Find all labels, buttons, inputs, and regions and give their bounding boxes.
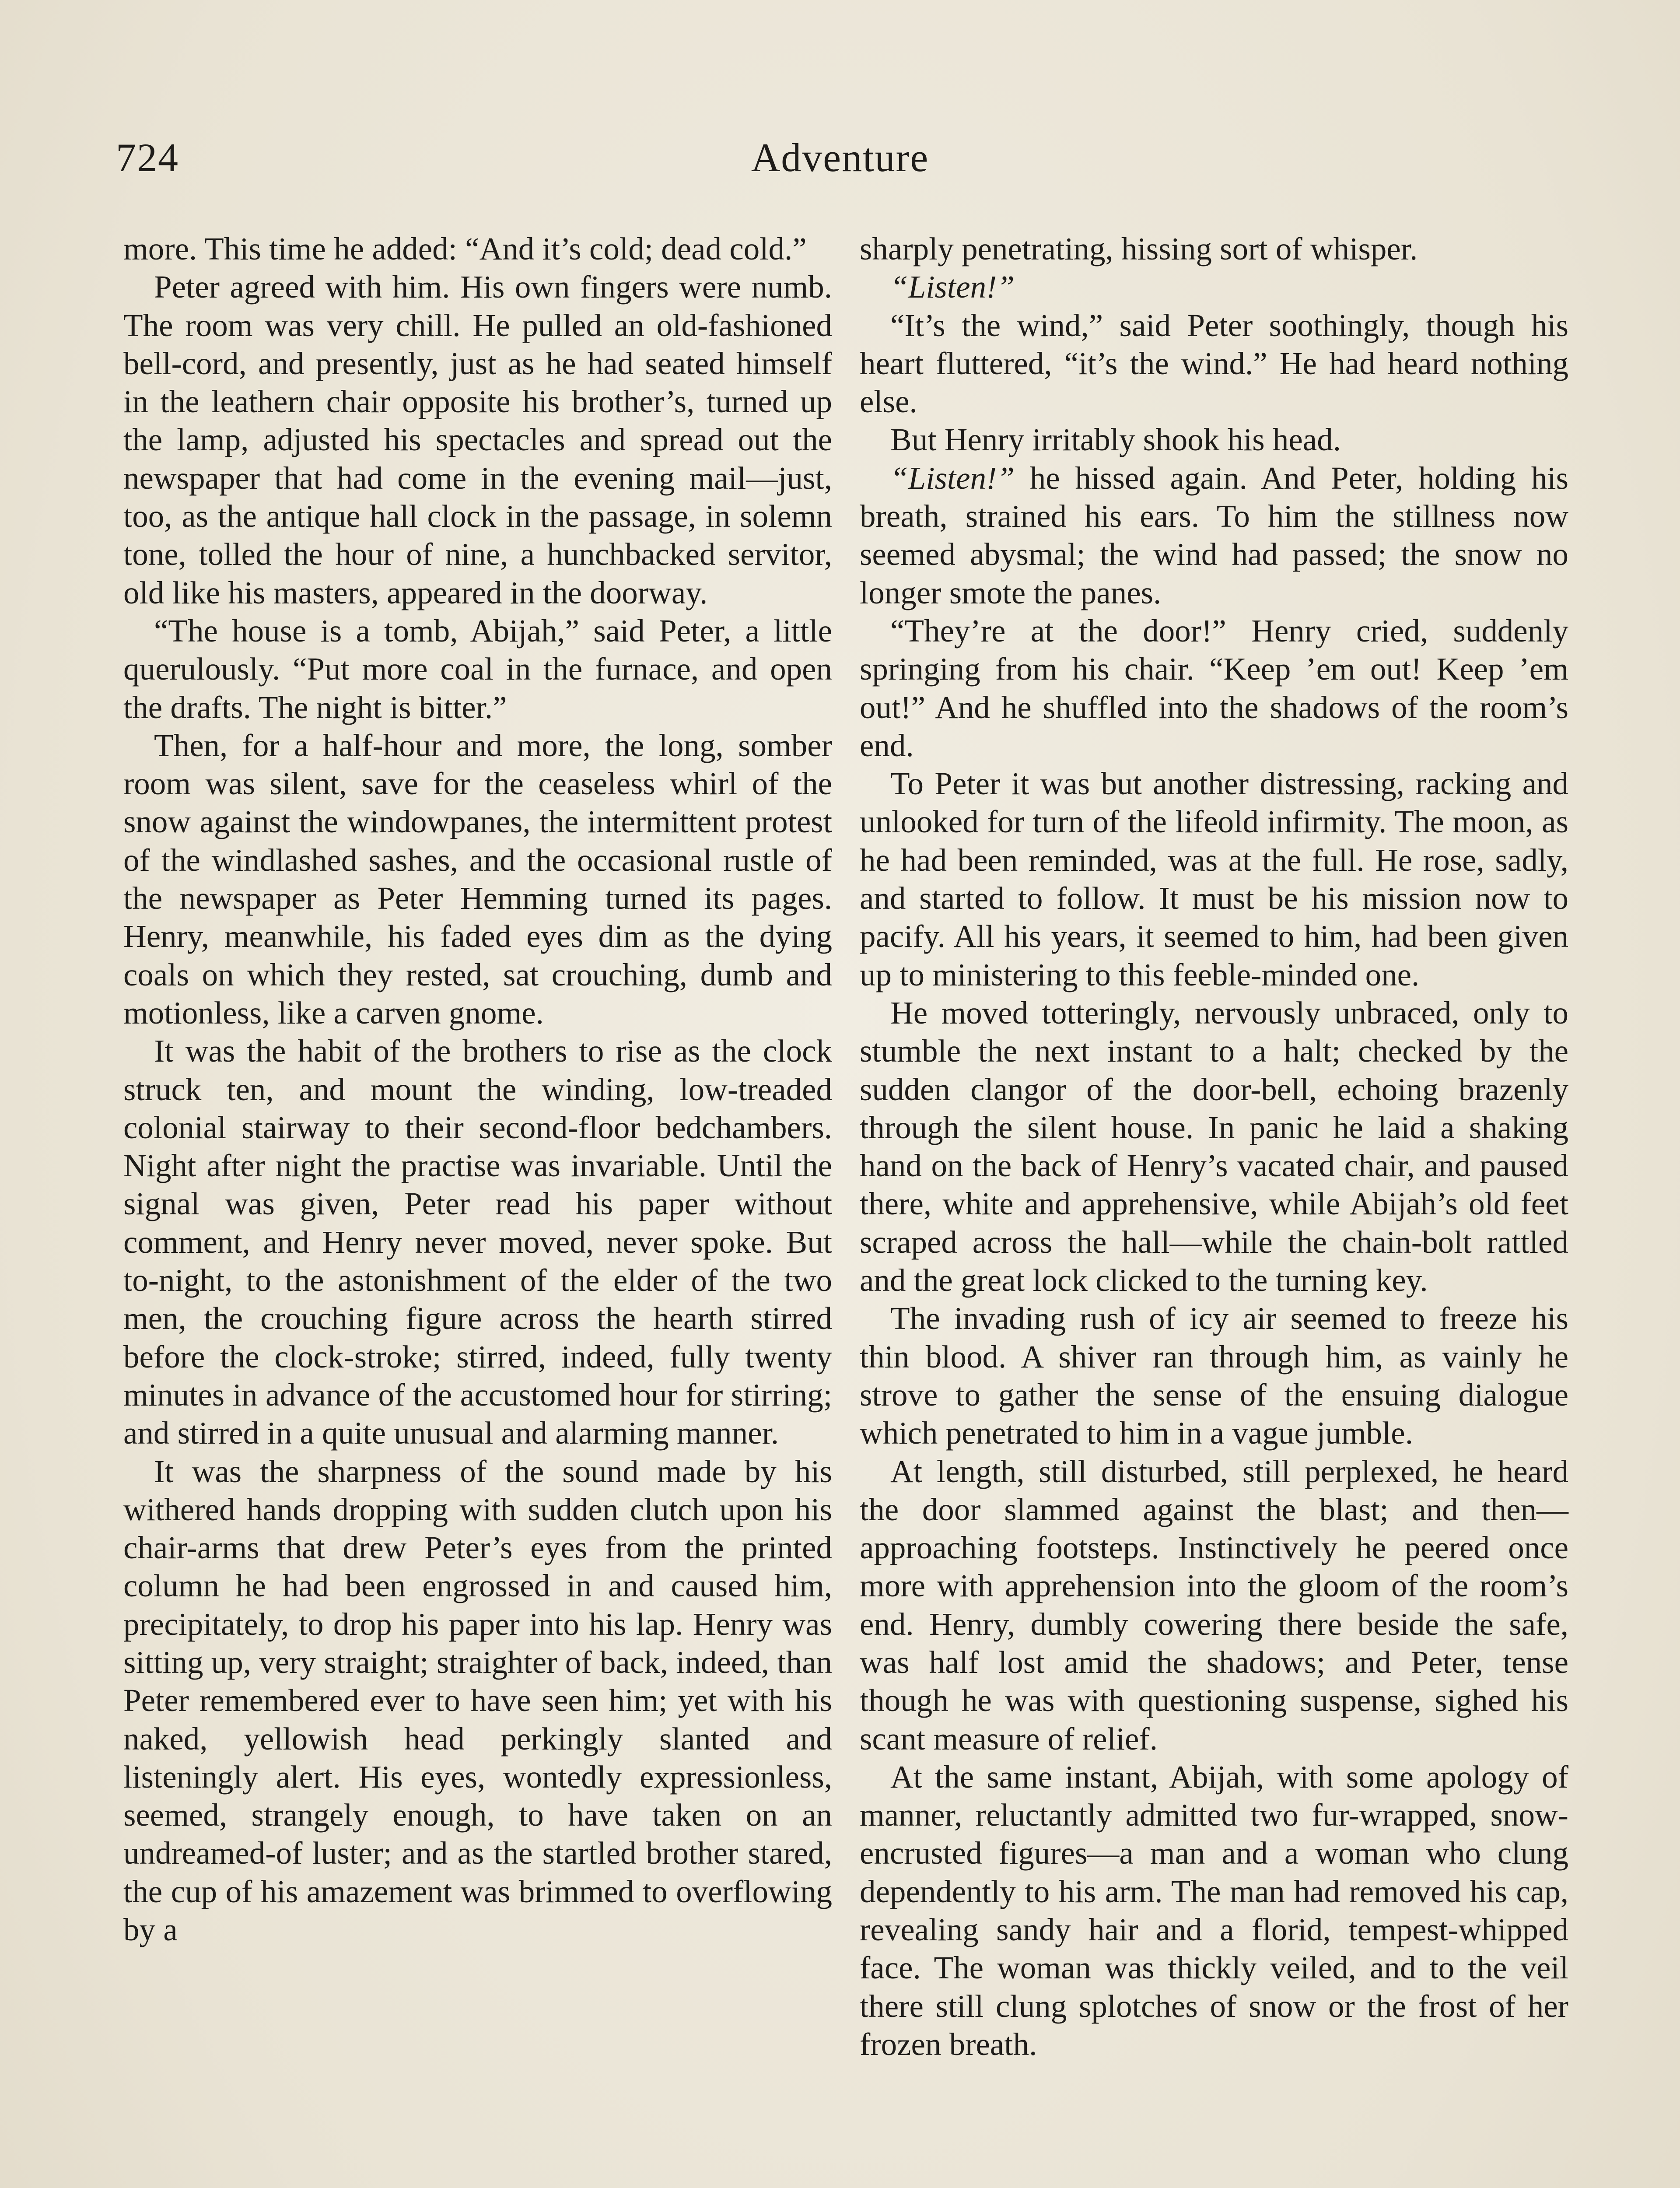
paragraph: sharply penetrating, hissing sort of whisper. xyxy=(860,231,1418,266)
paragraph: He moved totteringly, nervously unbraced, only to stumble the next instant to a halt; checked by the sudden clangor of the door-bell, echoing brazenly through the silent house. In panic he laid a shaking hand on the back of Henry’s vacated chair, and paused there, white and apprehensive, while Abijah’s old feet scraped across the hall—while the chain-bolt rattled and the great lock clicked to the turning key. xyxy=(860,995,1568,1298)
italic-exclamation: “Listen!” xyxy=(890,269,1015,305)
paragraph: Then, for a half-hour and more, the long, somber room was silent, save for the ceaseless whirl of the snow against the windowpanes, the intermittent protest of the windlashed sashes, and the occasional rustle of the newspaper as Peter Hemming turned its pages. Henry, meanwhile, his faded eyes dim as the dying coals on which they rested, sat crouching, dumb and motionless, like a carven gnome. xyxy=(123,727,832,1031)
paragraph: It was the sharpness of the sound made by his withered hands dropping with sudden clutch upon his chair-arms that drew Peter’s eyes from the printed column he had been engrossed in and caused him, precipitately, to drop his paper into his lap. Henry was sitting up, very straight; straighter of back, indeed, than Peter remembered ever to have seen him; yet with his naked, yellowish head perkingly slanted and listeningly alert. His eyes, wontedly expressionless, seemed, strangely enough, to have taken on an undreamed-of luster; and as the startled brother stared, the cup of his amazement was brimmed to overflowing by a xyxy=(123,1453,832,1948)
paragraph: But Henry irritably shook his head. xyxy=(890,422,1341,458)
paragraph: Peter agreed with him. His own fingers were numb. The room was very chill. He pulled an old-fashioned bell-cord, and presently, just as he had seated himself in the leathern chair opposite his brother’s, turned up the lamp, adjusted his spectacles and spread out the newspaper that had come in the evening mail—just, too, as the antique hall clock in the passage, in solemn tone, tolled the hour of nine, a hunchbacked servitor, old like his masters, appeared in the doorway. xyxy=(123,269,832,610)
paragraph xyxy=(860,459,1568,612)
right-column xyxy=(860,230,1568,2063)
page-header xyxy=(116,131,1564,184)
paragraph: “They’re at the door!” Henry cried, suddenly springing from his chair. “Keep ’em out! Keep ’em out!” And he shuffled into the shadows of the room’s end. xyxy=(860,613,1568,763)
italic-exclamation: “Listen!” xyxy=(890,460,1015,496)
paragraph xyxy=(860,268,1568,306)
paragraph: more. This time he added: “And it’s cold; dead cold.” xyxy=(123,231,807,266)
paragraph: To Peter it was but another distressing, racking and unlooked for turn of the lifeold infirmity. The moon, as he had been reminded, was at the full. He rose, sadly, and started to follow. It must be his mission now to pacify. All his years, it seemed to him, had been given up to ministering to this feeble-minded one. xyxy=(860,766,1568,992)
paragraph-text: he hissed again. And Peter, holding his breath, strained his ears. To him the stillness now seemed abysmal; the wind had passed; the snow no longer smote the panes. xyxy=(860,460,1568,610)
paragraph: At the same instant, Abijah, with some apology of manner, reluctantly admitted two fur-wrapped, snow-encrusted figures—a man and a woman who clung dependently to his arm. The man had removed his cap, revealing sandy hair and a florid, tempest-whipped face. The woman was thickly veiled, and to the veil there still clung splotches of snow or the frost of her frozen breath. xyxy=(860,1759,1568,2062)
page-number: 724 xyxy=(116,135,179,180)
paragraph: The invading rush of icy air seemed to freeze his thin blood. A shiver ran through him, as vainly he strove to gather the sense of the ensuing dialogue which penetrated to him in a vague jumble. xyxy=(860,1301,1568,1451)
left-column xyxy=(123,230,832,1949)
paragraph: “It’s the wind,” said Peter soothingly, though his heart fluttered, “it’s the wind.” He had heard nothing else. xyxy=(860,307,1568,420)
running-title: Adventure xyxy=(751,135,929,180)
paragraph: It was the habit of the brothers to rise as the clock struck ten, and mount the winding, low-treaded colonial stairway to their second-floor bedchambers. Night after night the practise was invariable. Until the signal was given, Peter read his paper without comment, and Henry never moved, never spoke. But to-night, to the astonishment of the elder of the two men, the crouching figure across the hearth stirred before the clock-stroke; stirred, indeed, fully twenty minutes in advance of the accustomed hour for stirring; and stirred in a quite unusual and alarming manner. xyxy=(123,1033,832,1451)
paragraph: “The house is a tomb, Abijah,” said Peter, a little querulously. “Put more coal in the furnace, and open the drafts. The night is bitter.” xyxy=(123,613,832,725)
paragraph: At length, still disturbed, still perplexed, he heard the door slammed against the blast; and then—approaching footsteps. Instinctively he peered once more with apprehension into the gloom of the room’s end. Henry, dumbly cowering there beside the safe, was half lost amid the shadows; and Peter, tense though he was with questioning suspense, sighed his scant measure of relief. xyxy=(860,1453,1568,1757)
